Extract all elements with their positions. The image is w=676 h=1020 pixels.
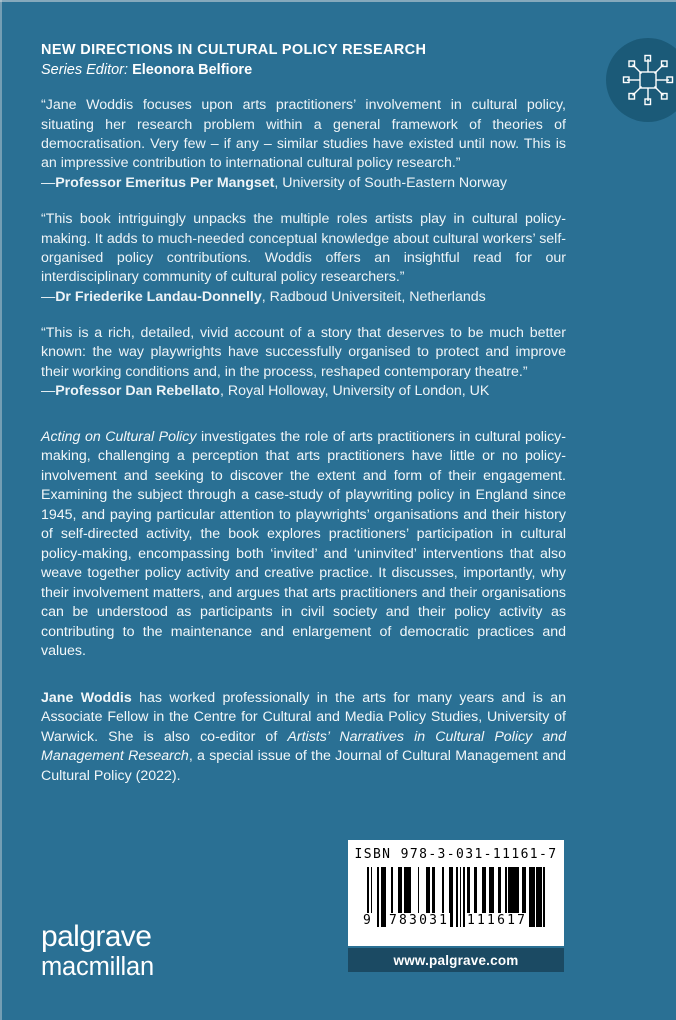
endorsement-3-dash: — (41, 383, 56, 400)
endorsement-2-text: “This book intriguingly unpacks the multiple roles artists play in cultural policy-making. It adds to much-needed conceptual knowledge about cultural workers’ self-organised policy contributions. Woddis offers an insightful read for our interdisciplinary community of cultural policy researchers.” (41, 211, 566, 286)
page-edge-left (0, 0, 2, 1020)
endorsement-1-dash: — (41, 174, 56, 191)
endorsement-1-text: “Jane Woddis focuses upon arts practitioners’ involvement in cultural policy, situating her research problem within a general framework of theories of democratisation. Very few – if any – similar studies have existed until now. This is an impressive contribution to international cultural policy research.” (41, 97, 566, 172)
author-bio (41, 689, 566, 787)
network-nodes-icon (620, 52, 676, 108)
cover-text-column (41, 41, 566, 786)
ean-right-digits: 111617 (467, 913, 528, 928)
ean-lead-digit: 9 (363, 913, 374, 928)
publisher-url-text: www.palgrave.com (393, 952, 519, 968)
series-editor-label: Series Editor: (41, 62, 129, 79)
endorsement-3 (41, 324, 566, 402)
endorsement-1-affiliation: , University of South-Eastern Norway (274, 174, 507, 191)
book-title: Acting on Cultural Policy (41, 428, 197, 445)
endorsement-2 (41, 210, 566, 307)
series-editor-name: Eleonora Belfiore (132, 62, 253, 79)
endorsement-2-name: Dr Friederike Landau-Donnelly (55, 288, 262, 305)
endorsement-3-name: Professor Dan Rebellato (55, 383, 220, 400)
book-description-body: investigates the role of arts practitioners in cultural policy-making, challenging a perception that arts practitioners have little or no policy-involvement and seeking to discover the extent and form of their engagement. Examining the subject through a case-study of playwriting policy in England since 1945, and paying particular attention to playwrights’ organisations and their history of self-directed activity, the book explores practitioners’ participation in cultural policy-making, encompassing both ‘invited’ and ‘uninvited’ interventions that also weave together policy activity and creative practice. It discusses, importantly, why their involvement matters, and argues that arts practitioners and their organisations can be understood as participants in civil society and their policy activity as contributing to the maintenance and enlargement of democratic practices and values. (41, 428, 566, 660)
page-edge-top (0, 0, 676, 2)
publisher-url-bar (348, 948, 564, 972)
endorsement-3-affiliation: , Royal Holloway, University of London, UK (219, 383, 490, 400)
co-edited-work-title: Artists’ Narratives in Cultural Policy and Management Research (41, 728, 566, 765)
publisher-logo-line1: palgrave (41, 920, 152, 953)
endorsement-3-text: “This is a rich, detailed, vivid account of a story that deserves to be much better known: the way playwrights have successfully organised to protect and improve their working conditions and, in the process, reshaped contemporary theatre.” (41, 325, 566, 380)
publisher-logo (41, 922, 154, 980)
endorsement-1 (41, 96, 566, 193)
endorsement-2-dash: — (41, 288, 56, 305)
author-name: Jane Woddis (41, 689, 132, 706)
series-title: NEW DIRECTIONS IN CULTURAL POLICY RESEARCH (41, 42, 427, 58)
isbn-text: ISBN 978-3-031-11161-7 (354, 847, 558, 862)
series-emblem (606, 38, 676, 122)
book-description (41, 428, 566, 662)
endorsement-1-name: Professor Emeritus Per Mangset (55, 174, 275, 191)
series-editor (41, 61, 566, 79)
ean-left-digits: 783031 (389, 913, 450, 928)
endorsement-3-attribution (41, 382, 566, 401)
author-bio-text (41, 689, 566, 787)
book-description-text (41, 428, 566, 662)
author-bio-part1: has worked professionally in the arts for many years and is an Associate Fellow in the Centre for Cultural and Media Policy Studies, University of Warwick. She is also co-editor of (41, 689, 566, 745)
ean-digits (358, 913, 554, 929)
endorsement-2-affiliation: , Radboud Universiteit, Netherlands (261, 288, 486, 305)
endorsement-2-attribution (41, 288, 566, 307)
author-bio-part2: , a special issue of the Journal of Cultural Management and Cultural Policy (2022). (41, 748, 566, 784)
publisher-logo-line2: macmillan (41, 952, 154, 981)
barcode-panel (348, 840, 564, 946)
endorsement-1-attribution (41, 174, 566, 193)
